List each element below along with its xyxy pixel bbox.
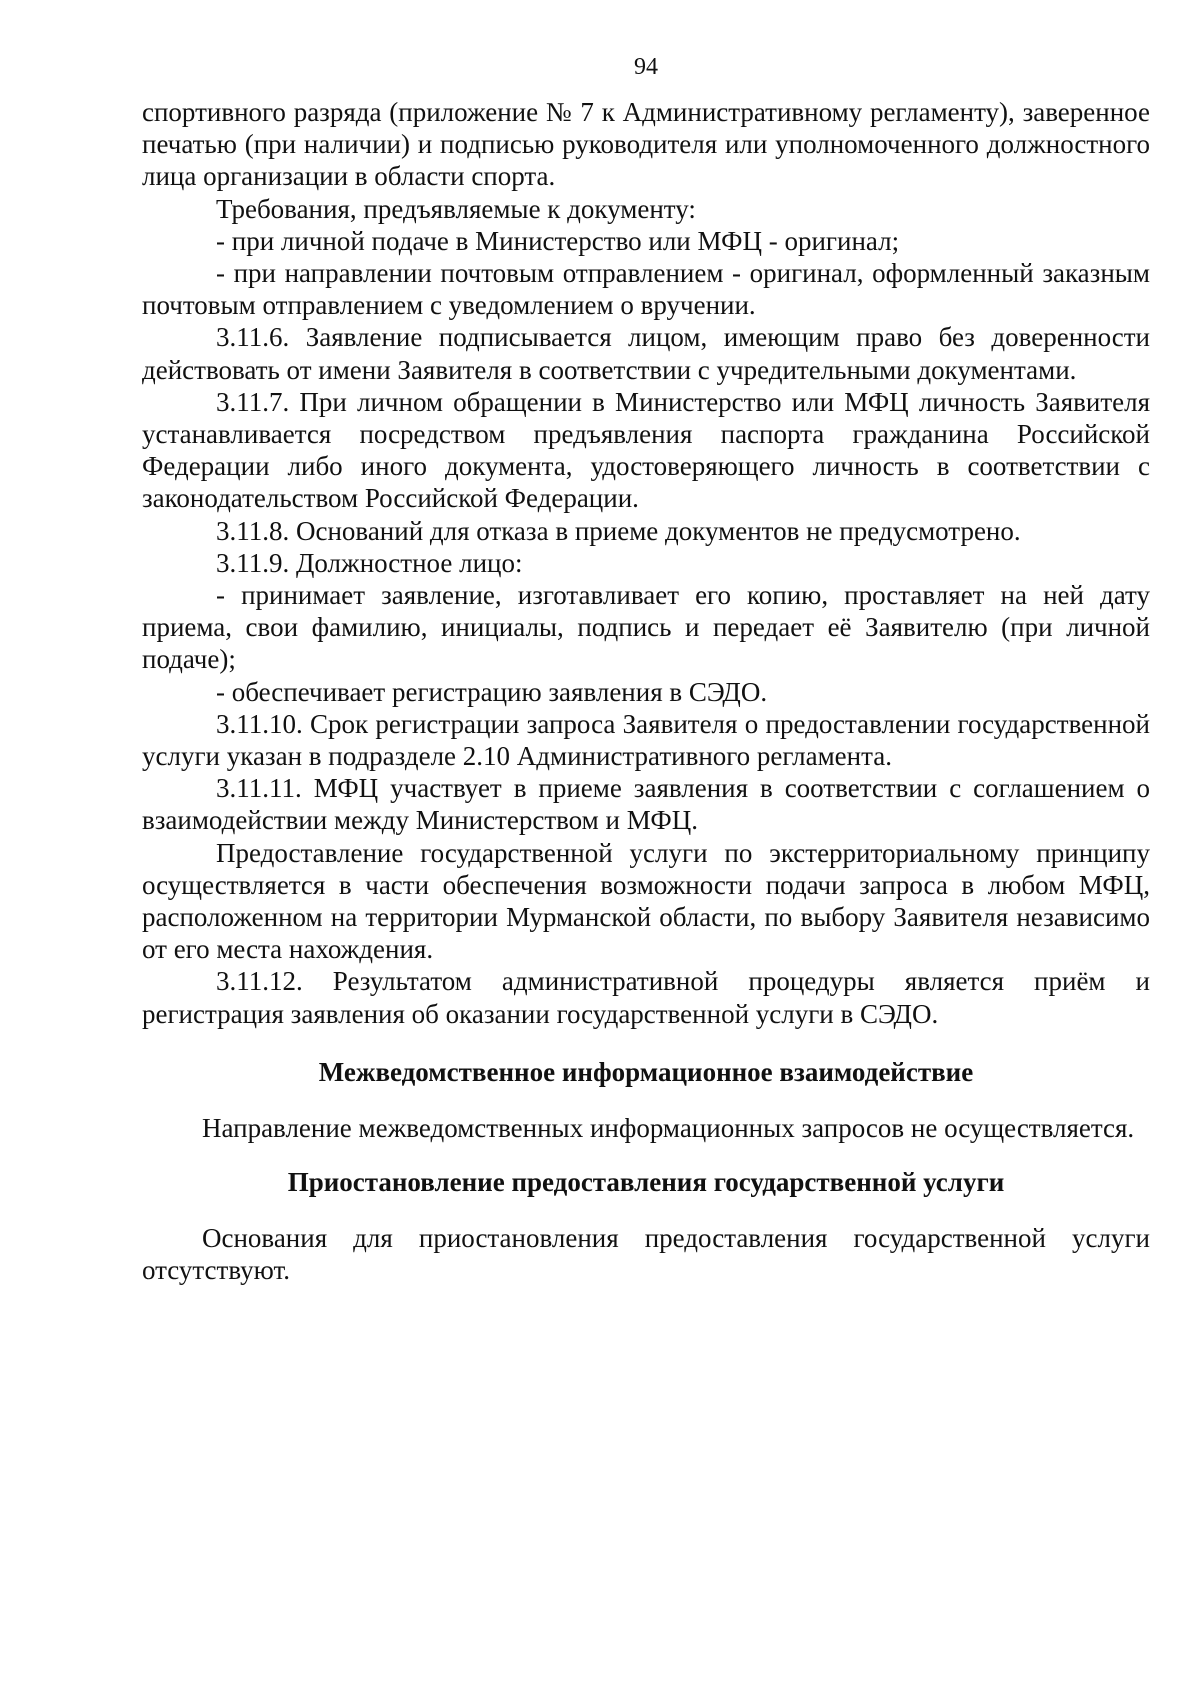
paragraph-3-11-7: 3.11.7. При личном обращении в Министерство или МФЦ личность Заявителя устанавливается посредством предъявления паспорта гражданина Российской Федерации либо иного документа, удостоверяющего личность в соответствии с законодательством Российской Федерации. — [142, 386, 1150, 514]
paragraph-registration-sedo: - обеспечивает регистрацию заявления в СЭДО. — [216, 676, 768, 707]
heading-suspension: Приостановление предоставления государственной услуги — [287, 1167, 1005, 1198]
paragraph-accepts-application: - принимает заявление, изготавливает его копию, проставляет на ней дату приема, свои фамилию, инициалы, подпись и передает её Заявителю (при личной подаче); — [142, 580, 1150, 675]
paragraph-postal-submission: - при направлении почтовым отправлением - оригинал, оформленный заказным почтовым отправлением с уведомлением о вручении. — [142, 258, 1150, 321]
paragraph-3-11-12: 3.11.12. Результатом административной процедуры является приём и регистрация заявления об оказании государственной услуги в СЭДО. — [142, 966, 1150, 1029]
paragraph-interagency: Направление межведомственных информационных запросов не осуществляется. — [202, 1112, 1135, 1143]
paragraph-personal-submission: - при личной подаче в Министерство или МФЦ - оригинал; — [216, 225, 900, 256]
paragraph-3-11-9: 3.11.9. Должностное лицо: — [216, 547, 523, 578]
paragraph-extraterritorial: Предоставление государственной услуги по экстерриториальному принципу осуществляется в части обеспечения возможности подачи запроса в любом МФЦ, расположенном на территории Мурманской области, по выбору Заявителя независимо от его места нахождения. — [142, 837, 1150, 965]
paragraph-3-11-10: 3.11.10. Срок регистрации запроса Заявителя о предоставлении государственной услуги указан в подразделе 2.10 Административного регламента. — [142, 708, 1150, 772]
page-number: 94 — [634, 54, 658, 80]
document-page — [142, 52, 1150, 1287]
paragraph-3-11-11: 3.11.11. МФЦ участвует в приеме заявления в соответствии с соглашением о взаимодействии между Министерством и МФЦ. — [142, 773, 1150, 836]
paragraph-requirements: Требования, предъявляемые к документу: — [216, 193, 696, 224]
paragraph-3-11-6: 3.11.6. Заявление подписывается лицом, имеющим право без доверенности действовать от имени Заявителя в соответствии с учредительными документами. — [142, 322, 1150, 385]
paragraph-3-11-8: 3.11.8. Оснований для отказа в приеме документов не предусмотрено. — [216, 515, 1021, 546]
paragraph-suspension: Основания для приостановления предоставления государственной услуги отсутствуют. — [142, 1223, 1150, 1286]
paragraph-sport-rank: спортивного разряда (приложение № 7 к Административному регламенту), заверенное печатью (при наличии) и подписью руководителя или уполномоченного должностного лица организации в области спорта. — [142, 97, 1150, 192]
heading-interagency: Межведомственное информационное взаимодействие — [318, 1056, 974, 1087]
